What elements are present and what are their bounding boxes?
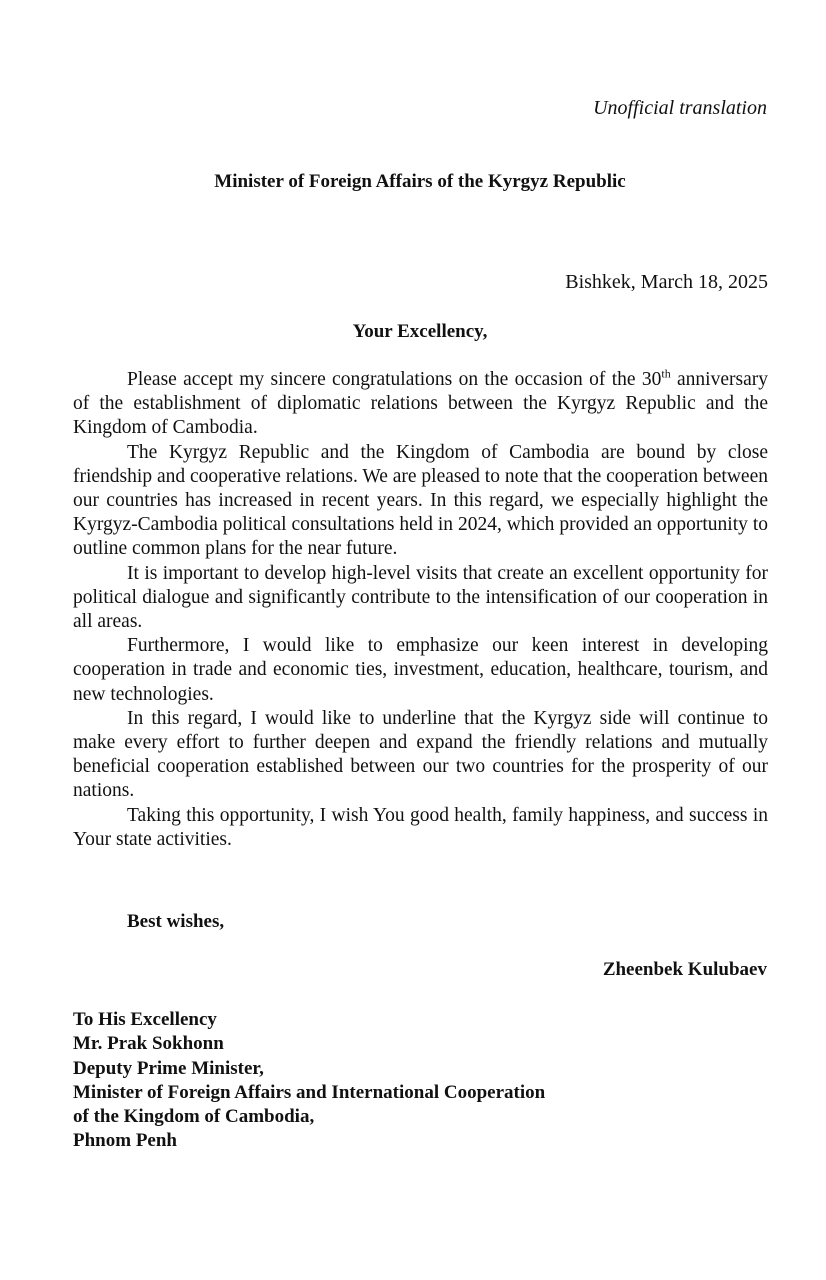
- recipient-line: Minister of Foreign Affairs and International Cooperation: [73, 1081, 546, 1103]
- paragraph-3: It is important to develop high-level visits that create an excellent opportunity for political dialogue and significantly contribute to the intensification of our cooperation in all areas.: [73, 562, 768, 633]
- paragraph-5: In this regard, I would like to underline that the Kyrgyz side will continue to make every effort to further deepen and expand the friendly relations and mutually beneficial cooperation established between our two countries for the prosperity of our nations.: [73, 707, 768, 802]
- recipient-block: [73, 1008, 545, 1154]
- closing: Best wishes,: [127, 911, 225, 932]
- ordinal-suffix: th: [661, 366, 671, 381]
- recipient-line: of the Kingdom of Cambodia,: [73, 1106, 315, 1128]
- letter-body: [73, 368, 768, 852]
- paragraph-4: Furthermore, I would like to emphasize our keen interest in developing cooperation in trade and economic ties, investment, education, healthcare, tourism, and new technologies.: [73, 635, 768, 705]
- paragraph-1: [73, 368, 768, 441]
- sender-title: Minister of Foreign Affairs of the Kyrgyz Republic: [214, 171, 626, 192]
- paragraph-6: Taking this opportunity, I wish You good health, family happiness, and success in Your state activities.: [73, 804, 768, 850]
- recipient-line: To His Excellency: [73, 1009, 217, 1030]
- paragraph-1-text-a: Please accept my sincere congratulations on the occasion of the 30: [127, 369, 662, 390]
- salutation: Your Excellency,: [352, 321, 488, 342]
- place-date: Bishkek, March 18, 2025: [565, 271, 768, 293]
- paragraph-1-text-b: anniversary of the establishment of diplomatic relations between the Kyrgyz Republic and the Kingdom of Cambodia.: [73, 369, 768, 439]
- recipient-line: Deputy Prime Minister,: [73, 1057, 264, 1079]
- recipient-line: Phnom Penh: [73, 1130, 177, 1152]
- paragraph-2: The Kyrgyz Republic and the Kingdom of Cambodia are bound by close friendship and cooperative relations. We are pleased to note that the cooperation between our countries has increased in recent years. In this regard, we especially highlight the Kyrgyz-Cambodia political consultations held in 2024, which provided an opportunity to outline common plans for the near future.: [73, 441, 768, 560]
- signatory-name: Zheenbek Kulubaev: [602, 959, 767, 980]
- translation-note: Unofficial translation: [593, 97, 767, 119]
- recipient-line: Mr. Prak Sokhonn: [73, 1033, 224, 1055]
